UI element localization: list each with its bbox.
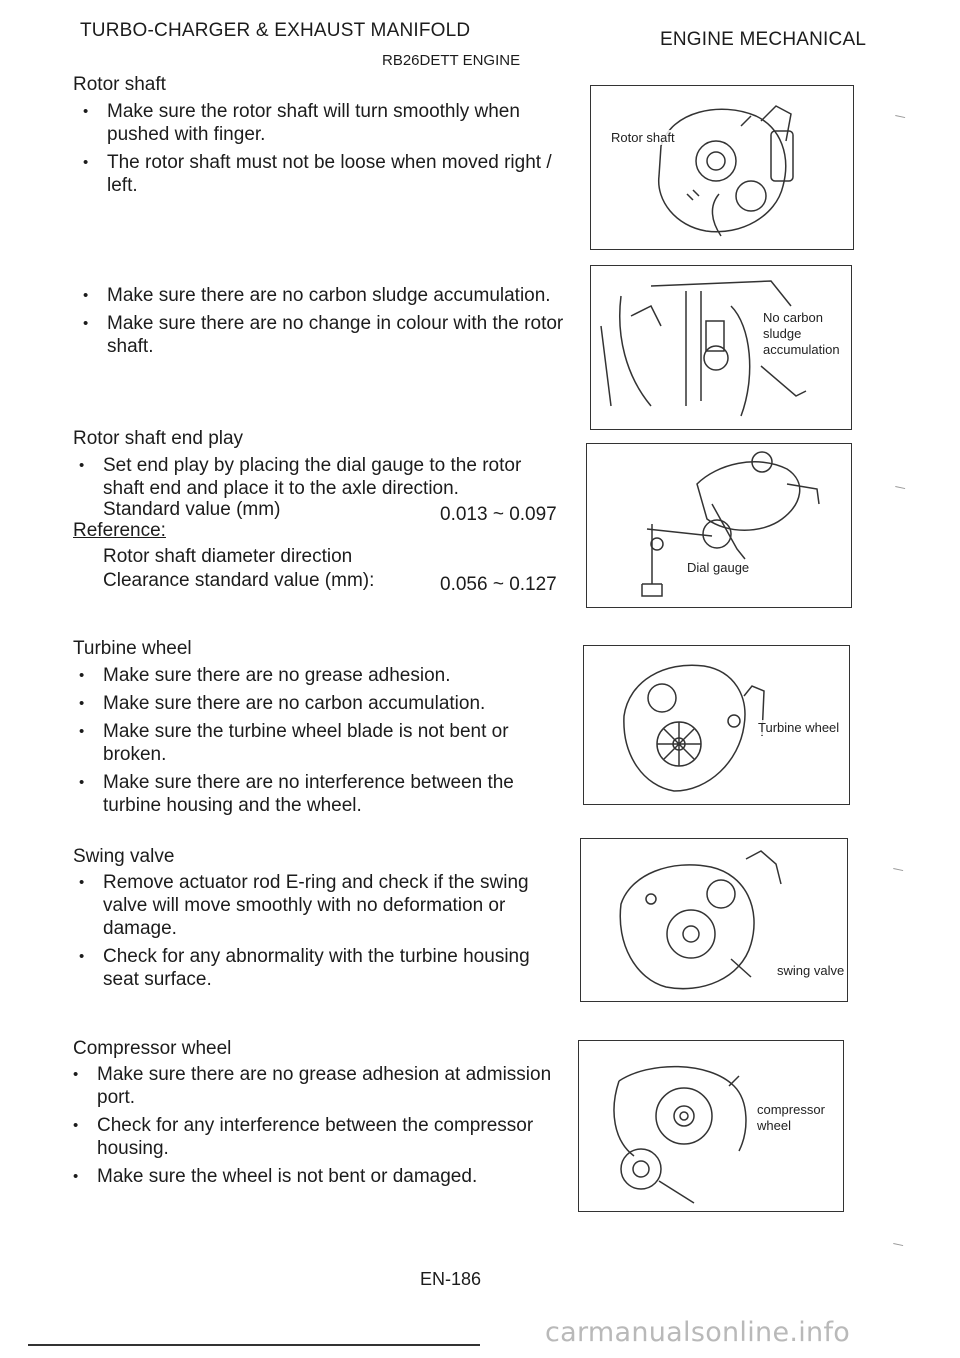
margin-mark (895, 115, 905, 120)
clearance-label: Clearance standard value (mm): (103, 570, 375, 591)
turbine-wheel-figure (583, 645, 850, 805)
compressor-wheel-illustration (579, 1041, 843, 1211)
rotor-shaft-figure (590, 85, 854, 250)
list-item: • Set end play by placing the dial gauge to the rotor shaft end and place it to the axle direction. (73, 454, 563, 500)
turbocharger-rotor-illustration (591, 86, 853, 249)
turbine-wheel-bullets (73, 664, 543, 822)
list-item: • Check for any interference between the compressor housing. (67, 1114, 559, 1160)
list-item: • Make sure the turbine wheel blade is not bent or broken. (73, 720, 543, 766)
list-item: • Check for any abnormality with the turbine housing seat surface. (73, 945, 553, 991)
diameter-direction-label: Rotor shaft diameter direction (103, 546, 353, 567)
dial-gauge-figure (586, 443, 852, 608)
rotor-shaft-title: Rotor shaft (73, 74, 166, 95)
header-subtitle: RB26DETT ENGINE (382, 52, 521, 69)
footer-rule (28, 1344, 480, 1346)
standard-value: 0.013 ~ 0.097 (440, 504, 557, 525)
list-item: • Make sure the wheel is not bent or damaged. (67, 1165, 559, 1188)
list-item: • Make sure the rotor shaft will turn smoothly when pushed with finger. (77, 100, 567, 146)
carbon-figure (590, 265, 852, 430)
compressor-label-2: wheel (757, 1118, 791, 1133)
end-play-title: Rotor shaft end play (73, 428, 244, 449)
compressor-wheel-bullets (67, 1063, 559, 1193)
header-left-title: TURBO-CHARGER & EXHAUST MANIFOLD (80, 20, 471, 41)
reference-label: Reference: (73, 520, 166, 541)
list-item: • Make sure there are no carbon sludge accumulation. (77, 284, 572, 307)
swing-valve-label: swing valve (777, 963, 845, 978)
margin-mark (895, 486, 905, 491)
end-play-bullets (73, 454, 563, 505)
standard-value-label: Standard value (mm) (103, 499, 281, 520)
compressor-wheel-figure (578, 1040, 844, 1212)
carbon-label-3: accumulation (763, 342, 840, 357)
carbon-label-2: sludge (763, 326, 802, 341)
turbine-wheel-label: Turbine wheel (758, 720, 840, 735)
rotor-shaft-label: Rotor shaft (611, 130, 675, 145)
page-number: EN-186 (420, 1269, 482, 1289)
rotor-shaft-bullets (77, 100, 567, 202)
list-item: • Remove actuator rod E-ring and check if the swing valve will move smoothly with no deformation or damage. (73, 871, 553, 940)
dial-gauge-illustration (587, 444, 851, 607)
compressor-wheel-title: Compressor wheel (73, 1038, 232, 1059)
list-item: • The rotor shaft must not be loose when moved right / left. (77, 151, 567, 197)
clearance-value: 0.056 ~ 0.127 (440, 574, 557, 595)
swing-valve-title: Swing valve (73, 846, 175, 867)
list-item: • Make sure there are no interference between the turbine housing and the wheel. (73, 771, 543, 817)
watermark: carmanualsonline.info (545, 1317, 851, 1348)
turbine-wheel-title: Turbine wheel (73, 638, 192, 659)
compressor-label-1: compressor (757, 1102, 825, 1117)
list-item: • Make sure there are no grease adhesion at admission port. (67, 1063, 559, 1109)
swing-valve-figure (580, 838, 848, 1002)
margin-mark (893, 868, 903, 873)
list-item: • Make sure there are no change in colour with the rotor shaft. (77, 312, 572, 358)
list-item: • Make sure there are no grease adhesion. (73, 664, 543, 687)
carbon-label-1: No carbon (763, 310, 823, 325)
carbon-bullets (77, 284, 572, 363)
margin-mark (893, 1243, 903, 1248)
header-right-title: ENGINE MECHANICAL (660, 29, 867, 50)
dial-gauge-label: Dial gauge (687, 560, 750, 575)
swing-valve-bullets (73, 871, 553, 996)
list-item: • Make sure there are no carbon accumulation. (73, 692, 543, 715)
